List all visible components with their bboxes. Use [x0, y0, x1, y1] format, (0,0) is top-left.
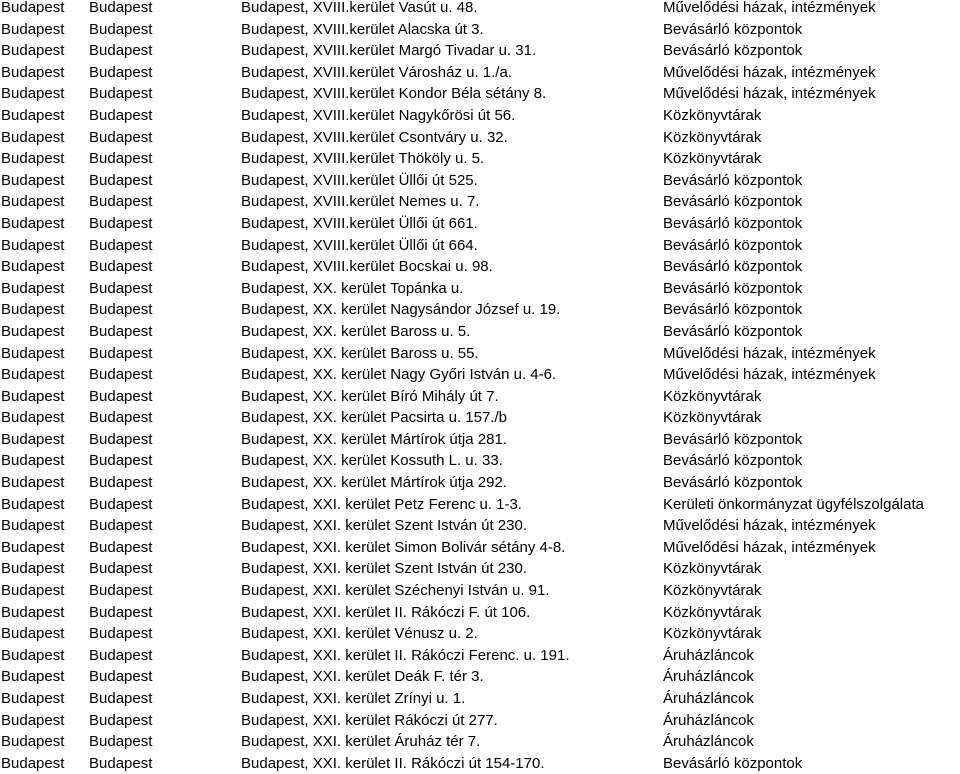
- county-cell: Budapest: [1, 301, 65, 319]
- table-row: [0, 688, 960, 710]
- county-cell: Budapest: [1, 236, 65, 254]
- category-cell: Bevásárló központok: [663, 236, 803, 254]
- county-cell: Budapest: [1, 387, 65, 405]
- county-cell: Budapest: [1, 409, 65, 427]
- category-cell: Bevásárló központok: [663, 452, 803, 470]
- county-cell: Budapest: [1, 128, 65, 146]
- table-row: [0, 472, 960, 494]
- category-cell: Közkönyvtárak: [663, 106, 762, 124]
- city-cell: Budapest: [89, 495, 153, 513]
- county-cell: Budapest: [1, 495, 65, 513]
- table-row: [0, 191, 960, 213]
- city-cell: Budapest: [89, 452, 153, 470]
- county-cell: Budapest: [1, 474, 65, 492]
- table-row: [0, 450, 960, 472]
- category-cell: Bevásárló központok: [663, 214, 803, 232]
- address-cell: Budapest, XXI. kerület Rákóczi út 277.: [241, 711, 498, 729]
- address-cell: Budapest, XVIII.kerület Nagykőrösi út 56.: [241, 106, 516, 124]
- table-row: [0, 666, 960, 688]
- address-cell: Budapest, XVIII.kerület Csontváry u. 32.: [241, 128, 508, 146]
- city-cell: Budapest: [89, 301, 153, 319]
- county-cell: Budapest: [1, 258, 65, 276]
- city-cell: Budapest: [89, 344, 153, 362]
- category-cell: Bevásárló központok: [663, 42, 803, 60]
- address-cell: Budapest, XX. kerület Mártírok útja 292.: [241, 474, 507, 492]
- table-row: [0, 407, 960, 429]
- table-row: [0, 127, 960, 149]
- city-cell: Budapest: [89, 409, 153, 427]
- address-cell: Budapest, XXI. kerület Vénusz u. 2.: [241, 625, 478, 643]
- city-cell: Budapest: [89, 646, 153, 664]
- category-cell: Áruházláncok: [663, 690, 754, 707]
- county-cell: Budapest: [1, 63, 65, 81]
- county-cell: Budapest: [1, 646, 65, 664]
- address-cell: Budapest, XXI. kerület Áruház tér 7.: [241, 733, 481, 751]
- address-cell: Budapest, XX. kerület Pacsirta u. 157./b: [241, 409, 507, 427]
- address-cell: Budapest, XXI. kerület Széchenyi István u. 91.: [241, 582, 550, 600]
- table-row: [0, 256, 960, 278]
- city-cell: Budapest: [89, 711, 153, 729]
- category-cell: Bevásárló központok: [663, 193, 803, 211]
- address-cell: Budapest, XX. kerület Mártírok útja 281.: [241, 430, 507, 448]
- county-cell: Budapest: [1, 279, 65, 297]
- city-cell: Budapest: [89, 63, 153, 81]
- address-cell: Budapest, XX. kerület Bíró Mihály út 7.: [241, 387, 499, 405]
- city-cell: Budapest: [89, 582, 153, 600]
- address-cell: Budapest, XVIII.kerület Bocskai u. 98.: [241, 258, 493, 276]
- category-cell: Bevásárló központok: [663, 474, 803, 492]
- category-cell: Közkönyvtárak: [663, 150, 762, 168]
- category-cell: Közkönyvtárak: [663, 387, 762, 405]
- city-cell: Budapest: [89, 214, 153, 232]
- category-cell: Művelődési házak, intézmények: [663, 344, 876, 362]
- city-cell: Budapest: [89, 322, 153, 340]
- city-cell: Budapest: [89, 366, 153, 384]
- address-cell: Budapest, XX. kerület Nagysándor József u. 19.: [241, 301, 561, 319]
- category-cell: Bevásárló központok: [663, 301, 803, 319]
- category-cell: Bevásárló központok: [663, 20, 803, 38]
- city-cell: Budapest: [89, 474, 153, 492]
- address-cell: Budapest, XXI. kerület II. Rákóczi Ferenc. u. 191.: [241, 646, 570, 664]
- category-cell: Művelődési házak, intézmények: [663, 538, 876, 556]
- address-cell: Budapest, XXI. kerület Szent István út 230.: [241, 560, 528, 578]
- address-cell: Budapest, XXI. kerület Simon Bolivár sétány 4-8.: [241, 538, 566, 556]
- county-cell: Budapest: [1, 171, 65, 189]
- address-cell: Budapest, XVIII.kerület Városház u. 1./a.: [241, 63, 512, 81]
- city-cell: Budapest: [89, 106, 153, 124]
- address-cell: Budapest, XX. kerület Kossuth L. u. 33.: [241, 452, 503, 470]
- category-cell: Bevásárló központok: [663, 430, 803, 448]
- address-cell: Budapest, XXI. kerület Zrínyi u. 1.: [241, 690, 466, 707]
- county-cell: Budapest: [1, 754, 65, 772]
- city-cell: Budapest: [89, 42, 153, 60]
- address-cell: Budapest, XVIII.kerület Üllői út 661.: [241, 214, 478, 232]
- category-cell: Közkönyvtárak: [663, 582, 762, 600]
- category-cell: Művelődési házak, intézmények: [663, 63, 876, 81]
- address-cell: Budapest, XVIII.kerület Vasút u. 48.: [241, 0, 478, 16]
- address-cell: Budapest, XX. kerület Baross u. 5.: [241, 322, 471, 340]
- address-cell: Budapest, XXI. kerület Deák F. tér 3.: [241, 668, 484, 686]
- city-cell: Budapest: [89, 517, 153, 535]
- address-cell: Budapest, XXI. kerület II. Rákóczi F. út 106.: [241, 603, 531, 621]
- county-cell: Budapest: [1, 582, 65, 600]
- table-row: [0, 386, 960, 408]
- address-cell: Budapest, XX. kerület Nagy Győri István u. 4-6.: [241, 366, 557, 384]
- address-cell: Budapest, XXI. kerület Petz Ferenc u. 1-3.: [241, 495, 522, 513]
- category-cell: Közkönyvtárak: [663, 409, 762, 427]
- county-cell: Budapest: [1, 214, 65, 232]
- address-cell: Budapest, XVIII.kerület Üllői út 664.: [241, 236, 478, 254]
- city-cell: Budapest: [89, 560, 153, 578]
- category-cell: Közkönyvtárak: [663, 625, 762, 643]
- table-row: [0, 83, 960, 105]
- table-row: [0, 602, 960, 624]
- address-cell: Budapest, XVIII.kerület Üllői út 525.: [241, 171, 478, 189]
- table-row: [0, 753, 960, 774]
- table-row: [0, 0, 960, 19]
- table-row: [0, 710, 960, 732]
- table-row: [0, 321, 960, 343]
- county-cell: Budapest: [1, 85, 65, 103]
- table-row: [0, 105, 960, 127]
- address-cell: Budapest, XVIII.kerület Alacska út 3.: [241, 20, 484, 38]
- table-row: [0, 515, 960, 537]
- category-cell: Közkönyvtárak: [663, 128, 762, 146]
- table-row: [0, 343, 960, 365]
- category-cell: Bevásárló központok: [663, 258, 803, 276]
- city-cell: Budapest: [89, 754, 153, 772]
- table-row: [0, 19, 960, 41]
- city-cell: Budapest: [89, 668, 153, 686]
- category-cell: Áruházláncok: [663, 733, 754, 751]
- county-cell: Budapest: [1, 42, 65, 60]
- table-row: [0, 40, 960, 62]
- city-cell: Budapest: [89, 171, 153, 189]
- city-cell: Budapest: [89, 258, 153, 276]
- county-cell: Budapest: [1, 20, 65, 38]
- city-cell: Budapest: [89, 193, 153, 211]
- city-cell: Budapest: [89, 0, 153, 16]
- table-row: [0, 558, 960, 580]
- city-cell: Budapest: [89, 430, 153, 448]
- county-cell: Budapest: [1, 106, 65, 124]
- city-cell: Budapest: [89, 150, 153, 168]
- category-cell: Bevásárló központok: [663, 279, 803, 297]
- table-row: [0, 235, 960, 257]
- county-cell: Budapest: [1, 430, 65, 448]
- city-cell: Budapest: [89, 733, 153, 751]
- category-cell: Bevásárló központok: [663, 171, 803, 189]
- table-row: [0, 278, 960, 300]
- table-row: [0, 731, 960, 753]
- city-cell: Budapest: [89, 625, 153, 643]
- category-cell: Művelődési házak, intézmények: [663, 517, 876, 535]
- table-row: [0, 537, 960, 559]
- category-cell: Művelődési házak, intézmények: [663, 0, 876, 16]
- city-cell: Budapest: [89, 85, 153, 103]
- county-cell: Budapest: [1, 538, 65, 556]
- county-cell: Budapest: [1, 366, 65, 384]
- category-cell: Áruházláncok: [663, 668, 754, 686]
- city-cell: Budapest: [89, 690, 153, 707]
- county-cell: Budapest: [1, 517, 65, 535]
- address-cell: Budapest, XVIII.kerület Margó Tivadar u. 31.: [241, 42, 537, 60]
- county-cell: Budapest: [1, 625, 65, 643]
- city-cell: Budapest: [89, 387, 153, 405]
- city-cell: Budapest: [89, 279, 153, 297]
- address-cell: Budapest, XX. kerület Baross u. 55.: [241, 344, 479, 362]
- address-cell: Budapest, XXI. kerület Szent István út 230.: [241, 517, 528, 535]
- county-cell: Budapest: [1, 560, 65, 578]
- county-cell: Budapest: [1, 668, 65, 686]
- table-row: [0, 62, 960, 84]
- table-row: [0, 645, 960, 667]
- county-cell: Budapest: [1, 150, 65, 168]
- table-row: [0, 364, 960, 386]
- city-cell: Budapest: [89, 128, 153, 146]
- category-cell: Áruházláncok: [663, 711, 754, 729]
- county-cell: Budapest: [1, 452, 65, 470]
- category-cell: Bevásárló központok: [663, 322, 803, 340]
- category-cell: Bevásárló központok: [663, 754, 803, 772]
- address-cell: Budapest, XXI. kerület II. Rákóczi út 154-170.: [241, 754, 545, 772]
- county-cell: Budapest: [1, 690, 65, 707]
- county-cell: Budapest: [1, 603, 65, 621]
- address-cell: Budapest, XVIII.kerület Kondor Béla sétány 8.: [241, 85, 547, 103]
- table-row: [0, 580, 960, 602]
- table-row: [0, 148, 960, 170]
- county-cell: Budapest: [1, 733, 65, 751]
- category-cell: Áruházláncok: [663, 646, 754, 664]
- county-cell: Budapest: [1, 0, 65, 16]
- city-cell: Budapest: [89, 20, 153, 38]
- table-row: [0, 170, 960, 192]
- county-cell: Budapest: [1, 344, 65, 362]
- county-cell: Budapest: [1, 193, 65, 211]
- county-cell: Budapest: [1, 711, 65, 729]
- county-cell: Budapest: [1, 322, 65, 340]
- table-row: [0, 429, 960, 451]
- city-cell: Budapest: [89, 603, 153, 621]
- city-cell: Budapest: [89, 236, 153, 254]
- category-cell: Művelődési házak, intézmények: [663, 85, 876, 103]
- category-cell: Közkönyvtárak: [663, 603, 762, 621]
- city-cell: Budapest: [89, 538, 153, 556]
- table-row: [0, 623, 960, 645]
- table-row: [0, 494, 960, 516]
- address-cell: Budapest, XVIII.kerület Nemes u. 7.: [241, 193, 480, 211]
- category-cell: Közkönyvtárak: [663, 560, 762, 578]
- address-cell: Budapest, XVIII.kerület Thököly u. 5.: [241, 150, 485, 168]
- category-cell: Művelődési házak, intézmények: [663, 366, 876, 384]
- table-row: [0, 299, 960, 321]
- table-row: [0, 213, 960, 235]
- category-cell: Kerületi önkormányzat ügyfélszolgálata: [663, 495, 924, 513]
- address-cell: Budapest, XX. kerület Topánka u.: [241, 279, 464, 297]
